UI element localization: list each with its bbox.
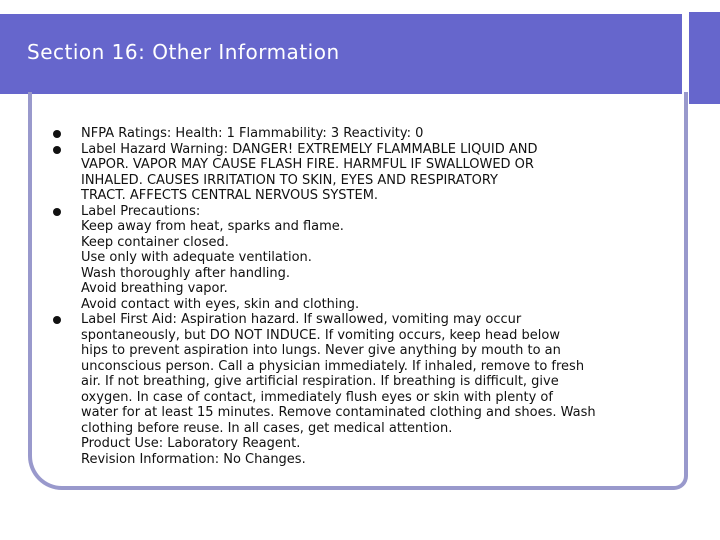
bullet-line: Label First Aid: Aspiration hazard. If swallowed, vomiting may occur [81, 312, 522, 327]
bullet-line: oxygen. In case of contact, immediately flush eyes or skin with plenty of [81, 389, 553, 405]
bullet-line: spontaneously, but DO NOT INDUCE. If vomiting occurs, keep head below [81, 327, 560, 343]
bullet-line: Keep container closed. [81, 234, 229, 250]
bullet-line: clothing before reuse. In all cases, get medical attention. [81, 420, 453, 436]
bullet-line: air. If not breathing, give artificial respiration. If breathing is difficult, give [81, 374, 559, 389]
bullet-line: Avoid breathing vapor. [81, 281, 228, 296]
bullet-dot-icon [53, 208, 61, 216]
bullet-dot-icon [53, 146, 61, 154]
bullet-item-first-aid [53, 312, 673, 467]
bullet-line: Use only with adequate ventilation. [81, 250, 312, 265]
bullet-dot-icon [53, 130, 61, 138]
bullet-line: Product Use: Laboratory Reagent. [81, 436, 301, 451]
bullet-line: water for at least 15 minutes. Remove contaminated clothing and shoes. Wash [81, 405, 596, 420]
bullet-line: Keep away from heat, sparks and flame. [81, 219, 344, 234]
bullet-item-hazard-warning [53, 142, 673, 204]
bullet-line: NFPA Ratings: Health: 1 Flammability: 3 Reactivity: 0 [81, 126, 424, 141]
bullet-item-precautions [53, 204, 673, 313]
bullet-line: TRACT. AFFECTS CENTRAL NERVOUS SYSTEM. [81, 188, 379, 203]
bullet-line: unconscious person. Call a physician immediately. If inhaled, remove to fresh [81, 358, 585, 374]
bullet-line: Label Precautions: [81, 203, 201, 219]
bullet-line: Avoid contact with eyes, skin and clothing. [81, 296, 360, 312]
bullet-line: Wash thoroughly after handling. [81, 265, 291, 281]
bullet-line: Label Hazard Warning: DANGER! EXTREMELY FLAMMABLE LIQUID AND [81, 141, 538, 157]
slide-title: Section 16: Other Information [27, 40, 340, 64]
bullet-line: VAPOR. VAPOR MAY CAUSE FLASH FIRE. HARMFUL IF SWALLOWED OR [81, 157, 534, 172]
bullet-item-nfpa [53, 126, 673, 142]
bullet-list [53, 126, 673, 467]
bullet-dot-icon [53, 316, 61, 324]
header-right-tab [686, 12, 720, 104]
bullet-line: Revision Information: No Changes. [81, 451, 306, 467]
bullet-line: INHALED. CAUSES IRRITATION TO SKIN, EYES AND RESPIRATORY [81, 172, 499, 188]
bullet-line: hips to prevent aspiration into lungs. Never give anything by mouth to an [81, 343, 561, 358]
